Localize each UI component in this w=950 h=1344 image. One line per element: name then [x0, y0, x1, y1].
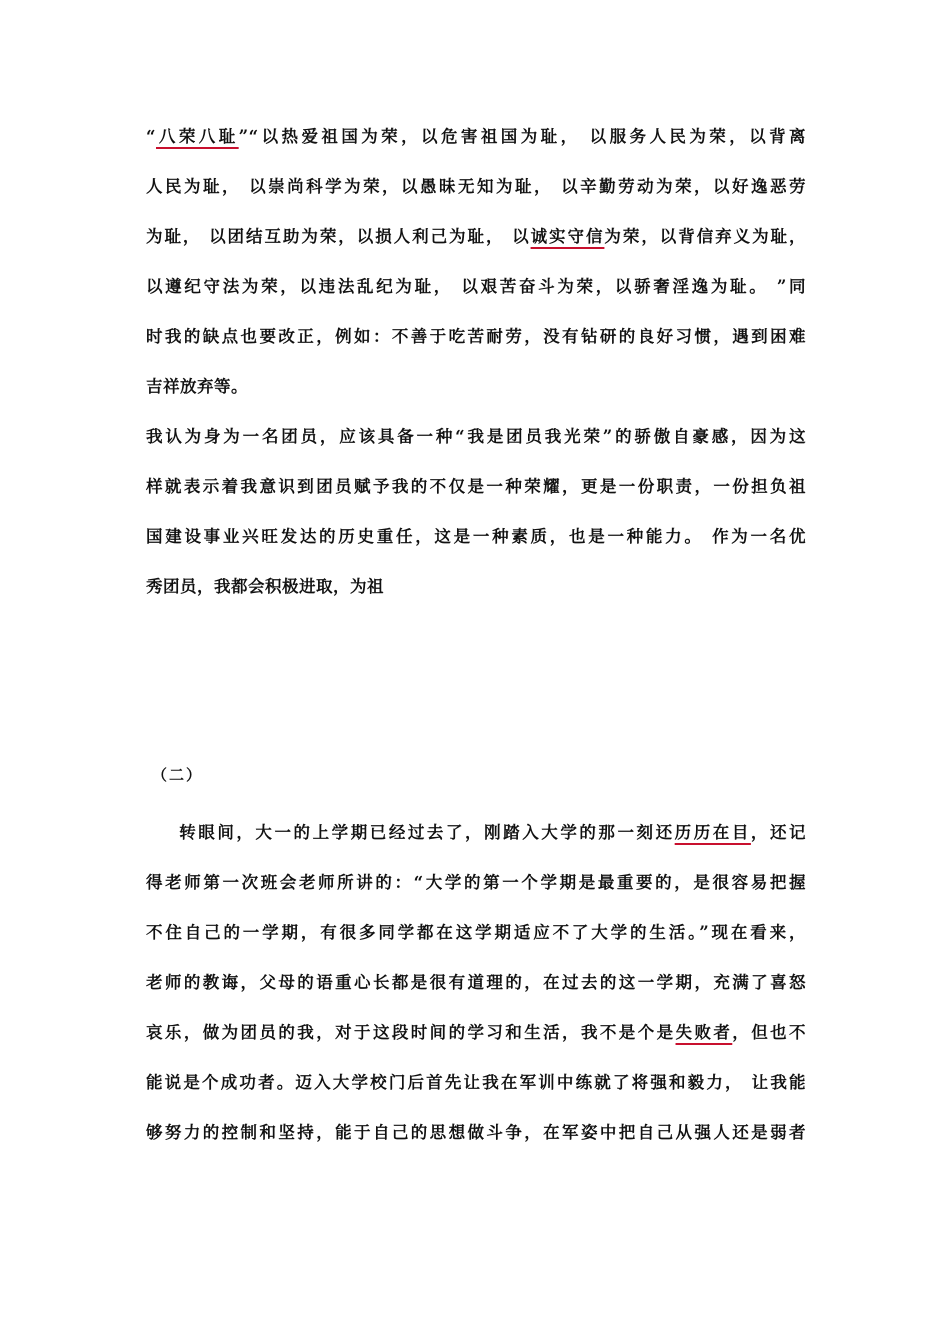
line-text: ，还记 [750, 823, 807, 842]
line-text: ，但也不 [732, 1023, 807, 1042]
paragraph-line: 吉祥放弃等。 [146, 377, 248, 396]
paragraph-line: 样就表示着我意识到团员赋予我的不仅是一种荣耀，更是一份职责，一份担负祖 [146, 477, 806, 496]
underlined-term-lili-zaimu: 历历在目 [674, 823, 751, 842]
paragraph-line: 人民为耻， 以崇尚科学为荣，以愚昧无知为耻， 以辛勤劳动为荣，以好逸恶劳 [146, 177, 806, 196]
paragraph-line [146, 122, 806, 152]
line-text: 为荣，以背信弃义为耻， [604, 227, 807, 246]
paragraph-line [146, 818, 806, 848]
underlined-term-baronba-chi: 八荣八耻 [156, 127, 239, 146]
underlined-term-chengshi-shouxin: 诚实守信 [530, 227, 605, 246]
paragraph-line: 老师的教诲，父母的语重心长都是很有道理的，在过去的这一学期，充满了喜怒 [146, 973, 806, 992]
paragraph-line: 得老师第一次班会老师所讲的：“大学的第一个学期是最重要的，是很容易把握 [146, 873, 806, 892]
opening-quote: “ [146, 127, 156, 146]
section-heading: （二） [152, 766, 204, 784]
paragraph-line: 能说是个成功者。迈入大学校门后首先让我在军训中练就了将强和毅力， 让我能 [146, 1073, 806, 1092]
underlined-term-shibaizhe: 失败者 [675, 1023, 733, 1042]
line-text: 哀乐，做为团员的我，对于这段时间的学习和生活，我不是个是 [146, 1023, 676, 1042]
paragraph-line: 秀团员，我都会积极进取，为祖 [146, 577, 384, 596]
paragraph-line [146, 1018, 806, 1048]
line-text: 转眼间，大一的上学期已经过去了，刚踏入大学的那一刻还 [146, 823, 675, 842]
line-text: ”“以热爱祖国为荣，以危害祖国为耻， 以服务人民为荣，以背离 [238, 127, 807, 146]
paragraph-line: 不住自己的一学期，有很多同学都在这学期适应不了大学的生活。”现在看来， [146, 923, 806, 942]
paragraph-line: 国建设事业兴旺发达的历史重任，这是一种素质，也是一种能力。 作为一名优 [146, 527, 806, 546]
paragraph-line: 我认为身为一名团员，应该具备一种“我是团员我光荣”的骄傲自豪感，因为这 [146, 427, 806, 446]
paragraph-line: 时我的缺点也要改正，例如：不善于吃苦耐劳，没有钻研的良好习惯，遇到困难 [146, 327, 806, 346]
paragraph-line [146, 222, 806, 252]
paragraph-line: 够努力的控制和坚持，能于自己的思想做斗争，在军姿中把自己从强人还是弱者 [146, 1123, 806, 1142]
paragraph-line: 以遵纪守法为荣，以违法乱纪为耻， 以艰苦奋斗为荣，以骄奢淫逸为耻。 ”同 [146, 277, 806, 296]
line-text: 为耻， 以团结互助为荣，以损人利己为耻， 以 [146, 227, 531, 246]
